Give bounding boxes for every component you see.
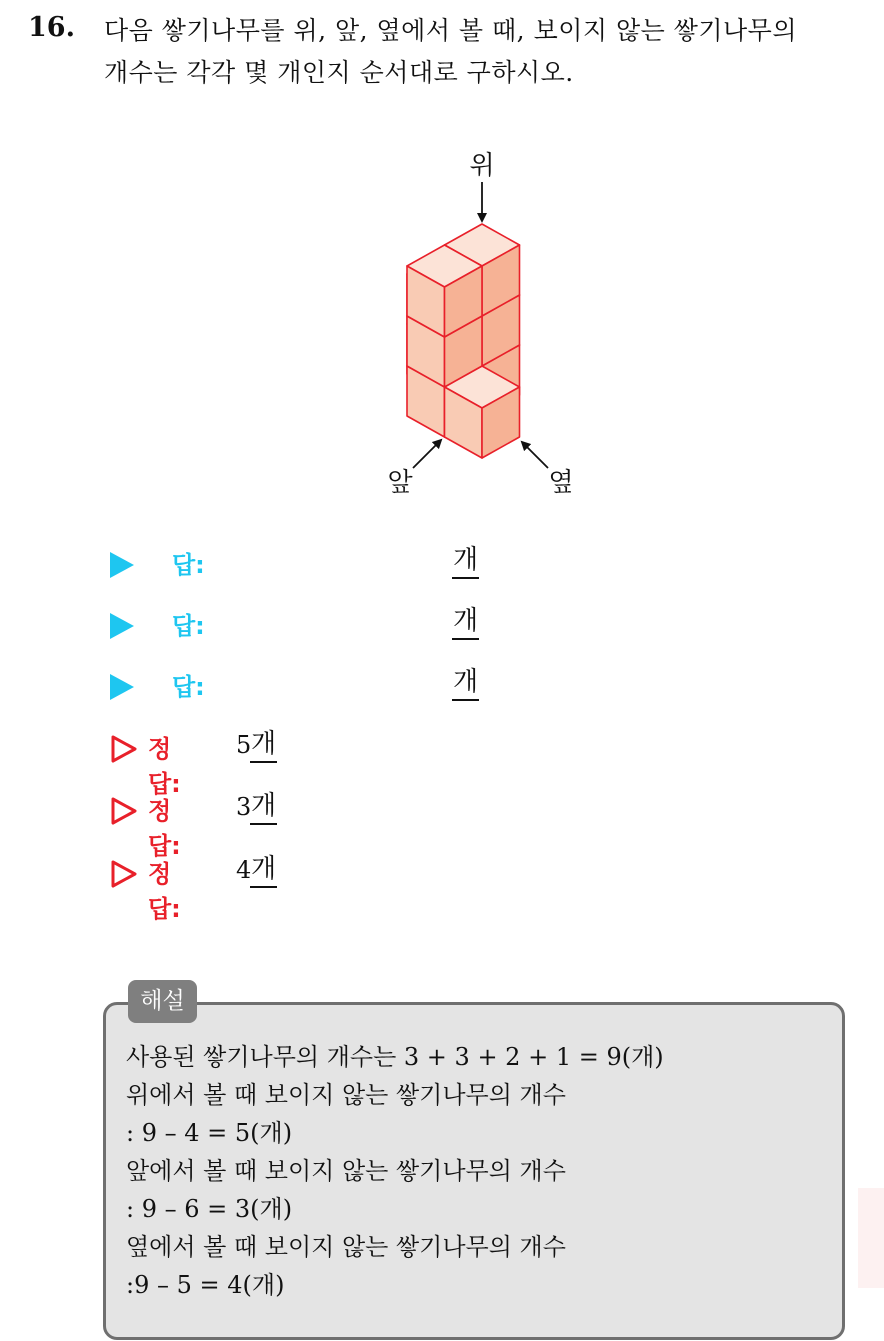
explanation-line-7: :9 – 5 = 4(개) — [126, 1271, 285, 1299]
triangle-bullet-icon — [110, 552, 134, 578]
explanation-text — [126, 1038, 826, 1304]
open-triangle-icon — [110, 735, 138, 763]
view-label-side: 옆 — [548, 468, 574, 498]
correct-answer-unit: 개 — [250, 727, 277, 763]
open-triangle-icon — [110, 860, 138, 888]
correct-answer-value: 4 — [236, 856, 252, 884]
explanation-line-6: 옆에서 볼 때 보이지 않는 쌓기나무의 개수 — [126, 1233, 566, 1261]
triangle-bullet-icon — [110, 674, 134, 700]
view-label-top: 위 — [469, 151, 495, 181]
question-text-line-2: 개수는 각각 몇 개인지 순서대로 구하시오. — [104, 58, 574, 87]
open-triangle-icon — [110, 797, 138, 825]
answer-blank-unit[interactable]: 개 — [452, 665, 479, 701]
correct-answer-unit: 개 — [250, 852, 277, 888]
view-arrow-side — [522, 442, 548, 468]
correct-answer-unit: 개 — [250, 789, 277, 825]
answer-label: 답: — [172, 673, 205, 701]
question-number: 16. — [28, 12, 75, 43]
correct-answer-value: 5 — [236, 731, 252, 759]
correct-answer-label: 정답: — [148, 735, 181, 798]
cube-group — [407, 224, 520, 458]
explanation-line-1: 사용된 쌓기나무의 개수는 3 + 3 + 2 + 1 = 9(개) — [126, 1043, 664, 1071]
explanation-line-2: 위에서 볼 때 보이지 않는 쌓기나무의 개수 — [126, 1081, 566, 1109]
explanation-line-5: : 9 – 6 = 3(개) — [126, 1195, 293, 1223]
page-edge-decoration — [858, 1188, 884, 1288]
explanation-tab: 해설 — [128, 980, 197, 1023]
correct-answer-label: 정답: — [148, 797, 181, 860]
question-text-line-1: 다음 쌓기나무를 위, 앞, 옆에서 볼 때, 보이지 않는 쌓기나무의 — [104, 16, 797, 45]
explanation-line-3: : 9 – 4 = 5(개) — [126, 1119, 293, 1147]
answer-blank-unit[interactable]: 개 — [452, 604, 479, 640]
triangle-bullet-icon — [110, 613, 134, 639]
explanation-line-4: 앞에서 볼 때 보이지 않는 쌓기나무의 개수 — [126, 1157, 566, 1185]
cube-stack-figure — [0, 0, 884, 520]
answer-blank-unit[interactable]: 개 — [452, 543, 479, 579]
view-arrow-front — [413, 440, 441, 468]
correct-answer-label: 정답: — [148, 860, 181, 923]
answer-label: 답: — [172, 551, 205, 579]
answer-label: 답: — [172, 612, 205, 640]
correct-answer-value: 3 — [236, 793, 252, 821]
view-label-front: 앞 — [387, 468, 413, 498]
